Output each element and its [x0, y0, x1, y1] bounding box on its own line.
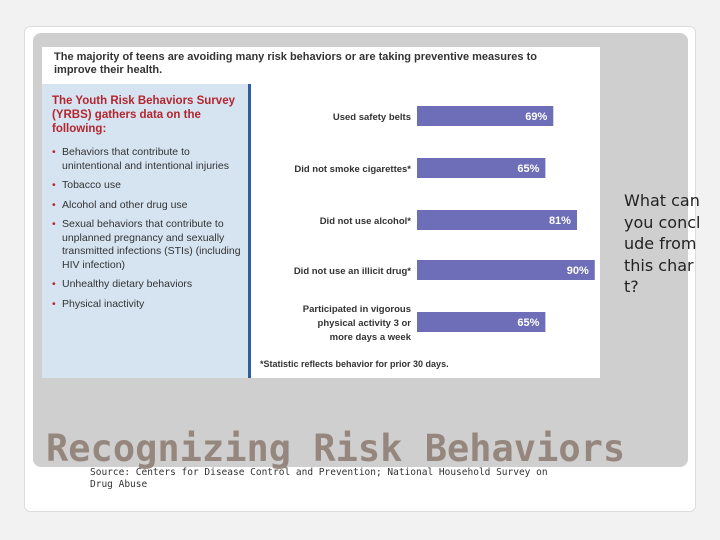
slide-title: Recognizing Risk Behaviors — [46, 427, 626, 470]
yrbs-list-item: • Unhealthy dietary behaviors — [52, 278, 246, 292]
category-label-1: Did not smoke cigarettes* — [294, 164, 411, 175]
bar-value-label-4: 65% — [517, 317, 540, 329]
category-label-0: Used safety belts — [332, 112, 411, 123]
category-label-4: Participated in vigorous physical activity 3 or more days a week — [302, 304, 411, 343]
yrbs-list-item: • Tobacco use — [52, 179, 246, 193]
yrbs-list-item: • Behaviors that contribute to unintentional and intentional injuries — [52, 146, 246, 173]
chart-figure — [42, 47, 600, 378]
chart-footnote: *Statistic reflects behavior for prior 30 days. — [260, 359, 449, 369]
bar-value-label-3: 90% — [566, 265, 589, 277]
yrbs-heading: The Youth Risk Behaviors Survey (YRBS) gathers data on the following: — [52, 95, 235, 135]
yrbs-list-item: • Sexual behaviors that contribute to unplanned pregnancy and sexually transmitted infections (STIs) (including HIV infection) — [52, 218, 246, 272]
bar-value-label-1: 65% — [517, 163, 540, 175]
figure-caption: The majority of teens are avoiding many risk behaviors or are taking preventive measures to improve their health. — [54, 51, 537, 76]
yrbs-list-item: • Physical inactivity — [52, 298, 246, 312]
side-question: What can you conclude from this chart? — [624, 191, 701, 296]
yrbs-list — [52, 146, 246, 317]
category-label-2: Did not use alcohol* — [319, 216, 411, 227]
yrbs-info-box — [42, 84, 248, 378]
bar-value-label-0: 69% — [525, 111, 548, 123]
bar-value-label-2: 81% — [548, 215, 571, 227]
yrbs-list-item: • Alcohol and other drug use — [52, 199, 246, 213]
category-label-3: Did not use an illicit drug* — [293, 266, 411, 277]
source-note: Source: Centers for Disease Control and Prevention; National Household Survey on Drug Abuse — [90, 467, 548, 490]
bar-chart — [251, 84, 600, 378]
